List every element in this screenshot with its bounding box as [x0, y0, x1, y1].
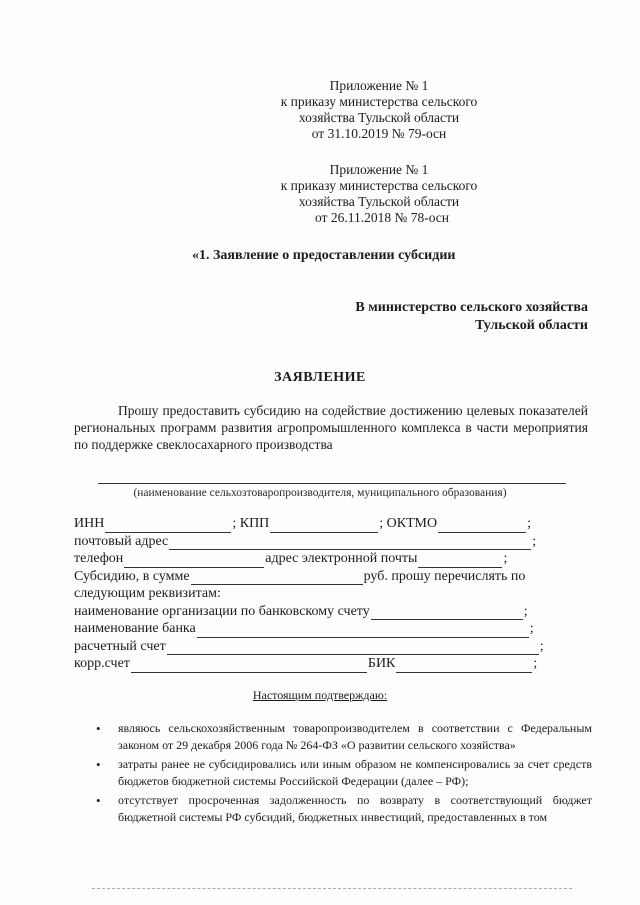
- addressee-line-2: Тульской области: [475, 318, 588, 333]
- row-bank-account-org: [74, 603, 594, 621]
- intro-paragraph: [74, 402, 588, 453]
- page-title: ЗАЯВЛЕНИЕ: [274, 370, 366, 385]
- section-heading: «1. Заявление о предоставлении субсидии: [192, 248, 456, 263]
- list-item: [96, 792, 592, 826]
- row-inn-kpp-oktmo: [74, 515, 594, 533]
- subsidy-sum-label: Субсидию, в сумме: [74, 568, 190, 584]
- appendix-previous-date: от 26.11.2018 № 78-осн: [314, 210, 450, 225]
- row-subsidy-sum: [74, 568, 594, 586]
- settlement-account-label: расчетный счет: [74, 638, 166, 654]
- row-settlement-account: [74, 638, 594, 656]
- addressee: [355, 299, 588, 335]
- list-item-text: затраты ранее не субсидировались или иным образом не компенсировались за счет средств бюджетов бюджетной системы Российской Федерации (далее – РФ);: [118, 757, 592, 788]
- appendix-previous-title: Приложение № 1: [329, 162, 429, 177]
- row-corr-bik: [74, 655, 594, 673]
- addressee-line-1: В министерство сельского хозяйства: [355, 300, 588, 315]
- row-end: ;: [503, 551, 508, 566]
- bank-account-org-field[interactable]: [371, 607, 523, 620]
- appendix-previous-order: к приказу министерства сельского: [280, 178, 478, 193]
- bank-name-label: наименование банка: [74, 621, 196, 636]
- inn-field[interactable]: [105, 520, 231, 533]
- appendix-current: [0, 78, 640, 142]
- appendix-current-ministry: хозяйства Тульской области: [298, 110, 460, 125]
- appendix-previous: [0, 162, 640, 226]
- list-item: [96, 720, 592, 754]
- kpp-label: ; КПП: [232, 516, 270, 531]
- email-label: адрес электронной почты: [265, 551, 418, 566]
- inn-label: ИНН: [74, 516, 105, 531]
- list-item-text: являюсь сельскохозяйственным товаропроизводителем в соответствии с Федеральным законом от 29 декабря 2006 года № 264-ФЗ «О развитии сельского хозяйства»: [118, 721, 592, 752]
- bik-field[interactable]: [396, 660, 532, 673]
- corr-account-field[interactable]: [131, 660, 367, 673]
- bank-name-field[interactable]: [197, 625, 529, 638]
- row-end: ;: [529, 621, 534, 636]
- bank-account-org-label: наименование организации по банковскому счету: [74, 603, 370, 619]
- appendix-current-order: к приказу министерства сельского: [280, 94, 478, 109]
- row-end: ;: [532, 533, 537, 549]
- requisites-label: следующим реквизитам:: [74, 586, 221, 601]
- requisites-form: [74, 515, 594, 673]
- intro-text: Прошу предоставить субсидию на содействие достижению целевых показателей региональных программ развития агропромышленного комплекса в части мероприятия по поддержке свеклосахарного производства: [74, 403, 588, 452]
- row-end: ;: [539, 638, 544, 654]
- list-item: [96, 756, 592, 790]
- postal-address-field[interactable]: [169, 537, 531, 550]
- row-bank-name: [74, 620, 594, 638]
- corr-account-label: корр.счет: [74, 656, 130, 671]
- appendix-previous-ministry: хозяйства Тульской области: [298, 194, 460, 209]
- settlement-account-field[interactable]: [167, 642, 539, 655]
- bullet-icon: •: [96, 721, 101, 736]
- appendix-current-date: от 31.10.2019 № 79-осн: [311, 126, 447, 141]
- confirm-list: [96, 720, 592, 828]
- appendix-current-title: Приложение № 1: [329, 78, 429, 93]
- list-item-text: отсутствует просроченная задолженность по возврату в соответствующий бюджет бюджетной системы РФ субсидий, бюджетных инвестиций, предоставленных в том: [118, 793, 592, 824]
- email-field[interactable]: [418, 555, 502, 568]
- oktmo-field[interactable]: [438, 520, 526, 533]
- kpp-field[interactable]: [270, 520, 378, 533]
- subsidy-sum-field[interactable]: [191, 572, 363, 585]
- row-end: ;: [533, 656, 538, 671]
- subsidy-sum-tail: руб. прошу перечислять по: [363, 568, 526, 584]
- phone-field[interactable]: [124, 555, 264, 568]
- org-name-caption: (наименование сельхозтоваропроизводителя, муниципального образования): [133, 487, 507, 499]
- oktmo-label: ; ОКТМО: [379, 516, 438, 531]
- phone-label: телефон: [74, 551, 124, 566]
- bullet-icon: •: [96, 757, 101, 772]
- bullet-icon: •: [96, 793, 101, 808]
- row-requisites: [74, 585, 594, 603]
- row-end: ;: [523, 603, 528, 619]
- org-name-line[interactable]: [98, 483, 566, 484]
- row-end: ;: [527, 516, 531, 531]
- bik-label: БИК: [367, 656, 396, 671]
- scan-edge-line: [92, 888, 572, 889]
- row-postal: [74, 533, 594, 551]
- postal-address-label: почтовый адрес: [74, 533, 169, 549]
- row-phone-email: [74, 550, 594, 568]
- confirm-heading: Настоящим подтверждаю:: [252, 688, 388, 702]
